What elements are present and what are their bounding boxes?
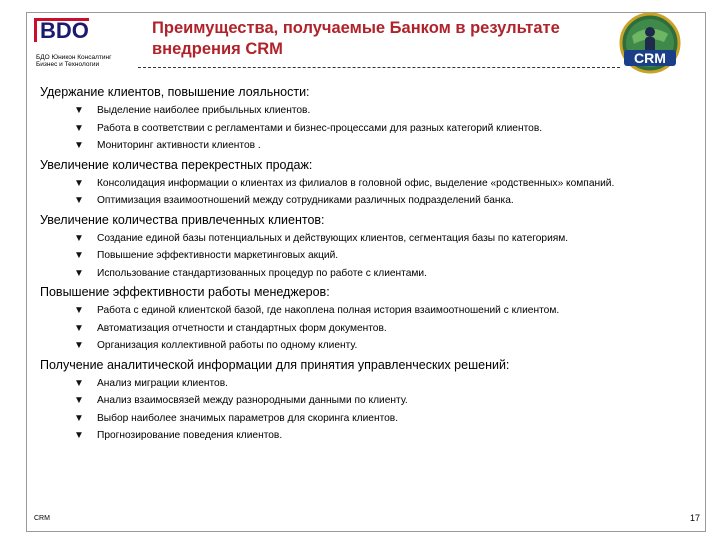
crm-globe-icon — [616, 12, 684, 74]
section — [40, 357, 700, 444]
triangle-down-icon: ▼ — [74, 412, 84, 424]
triangle-down-icon: ▼ — [74, 177, 84, 189]
list-item-text: Анализ взаимосвязей между разнородными данными по клиенту. — [97, 395, 408, 406]
list-item-text: Организация коллективной работы по одному клиенту. — [97, 340, 358, 351]
list-item — [40, 412, 700, 426]
slide-title-line2: внедрения CRM — [152, 40, 283, 58]
slide-title — [152, 18, 622, 60]
crm-badge-label: CRM — [634, 50, 666, 66]
logo-mark — [34, 14, 92, 44]
section — [40, 157, 700, 209]
triangle-down-icon: ▼ — [74, 250, 84, 261]
list-item-text: Работа в соответствии с регламентами и бизнес-процессами для разных категорий клиентов. — [97, 122, 543, 134]
logo-subtitle-line2: Бизнес и Технологии — [36, 61, 100, 68]
section — [40, 284, 700, 353]
list-item — [40, 304, 700, 318]
list-item — [40, 322, 700, 336]
list-item — [40, 194, 700, 208]
footer-label: CRM — [34, 515, 50, 522]
triangle-down-icon: ▼ — [74, 195, 84, 206]
section — [40, 84, 700, 153]
triangle-down-icon: ▼ — [74, 377, 84, 389]
page-number: 17 — [690, 513, 701, 523]
triangle-down-icon: ▼ — [74, 105, 84, 116]
triangle-down-icon: ▼ — [74, 322, 84, 334]
triangle-down-icon: ▼ — [74, 340, 84, 351]
triangle-down-icon: ▼ — [74, 305, 84, 316]
list-item — [40, 249, 700, 263]
list-item-text: Создание единой базы потенциальных и действующих клиентов, сегментация базы по категориям. — [97, 232, 569, 244]
list-item — [40, 267, 700, 281]
bullet-list — [40, 377, 700, 444]
bullet-list — [40, 232, 700, 281]
section-heading: Увеличение количества перекрестных продаж: — [40, 157, 313, 172]
list-item-text: Выбор наиболее значимых параметров для скоринга клиентов. — [97, 412, 399, 424]
section-heading: Получение аналитической информации для принятия управленческих решений: — [40, 357, 510, 372]
triangle-down-icon: ▼ — [74, 267, 84, 279]
bdo-logo — [34, 14, 134, 70]
logo-subtitle-line1: БДО Юникон Консалтинг — [36, 54, 112, 61]
section — [40, 212, 700, 281]
triangle-down-icon: ▼ — [74, 395, 84, 406]
list-item-text: Автоматизация отчетности и стандартных форм документов. — [97, 322, 387, 334]
list-item-text: Работа с единой клиентской базой, где накоплена полная история взаимоотношений с клиентом. — [97, 305, 560, 316]
list-item — [40, 394, 700, 408]
section-heading: Увеличение количества привлеченных клиентов: — [40, 212, 325, 227]
logo-text: BDO — [40, 18, 89, 43]
list-item — [40, 104, 700, 118]
bullet-list — [40, 177, 700, 209]
list-item-text: Повышение эффективности маркетинговых акций. — [97, 250, 339, 261]
triangle-down-icon: ▼ — [74, 232, 84, 244]
list-item — [40, 429, 700, 443]
list-item-text: Использование стандартизованных процедур по работе с клиентами. — [97, 267, 427, 279]
list-item-text: Консолидация информации о клиентах из филиалов в головной офис, выделение «родственных» компаний. — [97, 177, 615, 189]
title-divider — [138, 67, 620, 68]
list-item — [40, 377, 700, 391]
main-content — [40, 84, 700, 447]
list-item-text: Мониторинг активности клиентов . — [97, 140, 261, 151]
list-item — [40, 232, 700, 246]
logo-subtitle — [36, 54, 136, 68]
list-item — [40, 177, 700, 191]
slide-title-line1: Преимущества, получаемые Банком в результате — [152, 19, 560, 37]
list-item-text: Выделение наиболее прибыльных клиентов. — [97, 105, 311, 116]
triangle-down-icon: ▼ — [74, 140, 84, 151]
bullet-list — [40, 104, 700, 153]
triangle-down-icon: ▼ — [74, 430, 84, 441]
section-heading: Удержание клиентов, повышение лояльности: — [40, 85, 310, 99]
list-item-text: Прогнозирование поведения клиентов. — [97, 430, 283, 441]
list-item — [40, 139, 700, 153]
bullet-list — [40, 304, 700, 353]
list-item — [40, 339, 700, 353]
triangle-down-icon: ▼ — [74, 122, 84, 134]
section-heading: Повышение эффективности работы менеджеров: — [40, 285, 330, 299]
list-item-text: Оптимизация взаимоотношений между сотрудниками различных подразделений банка. — [97, 195, 514, 206]
list-item-text: Анализ миграции клиентов. — [97, 377, 228, 389]
list-item — [40, 122, 700, 136]
